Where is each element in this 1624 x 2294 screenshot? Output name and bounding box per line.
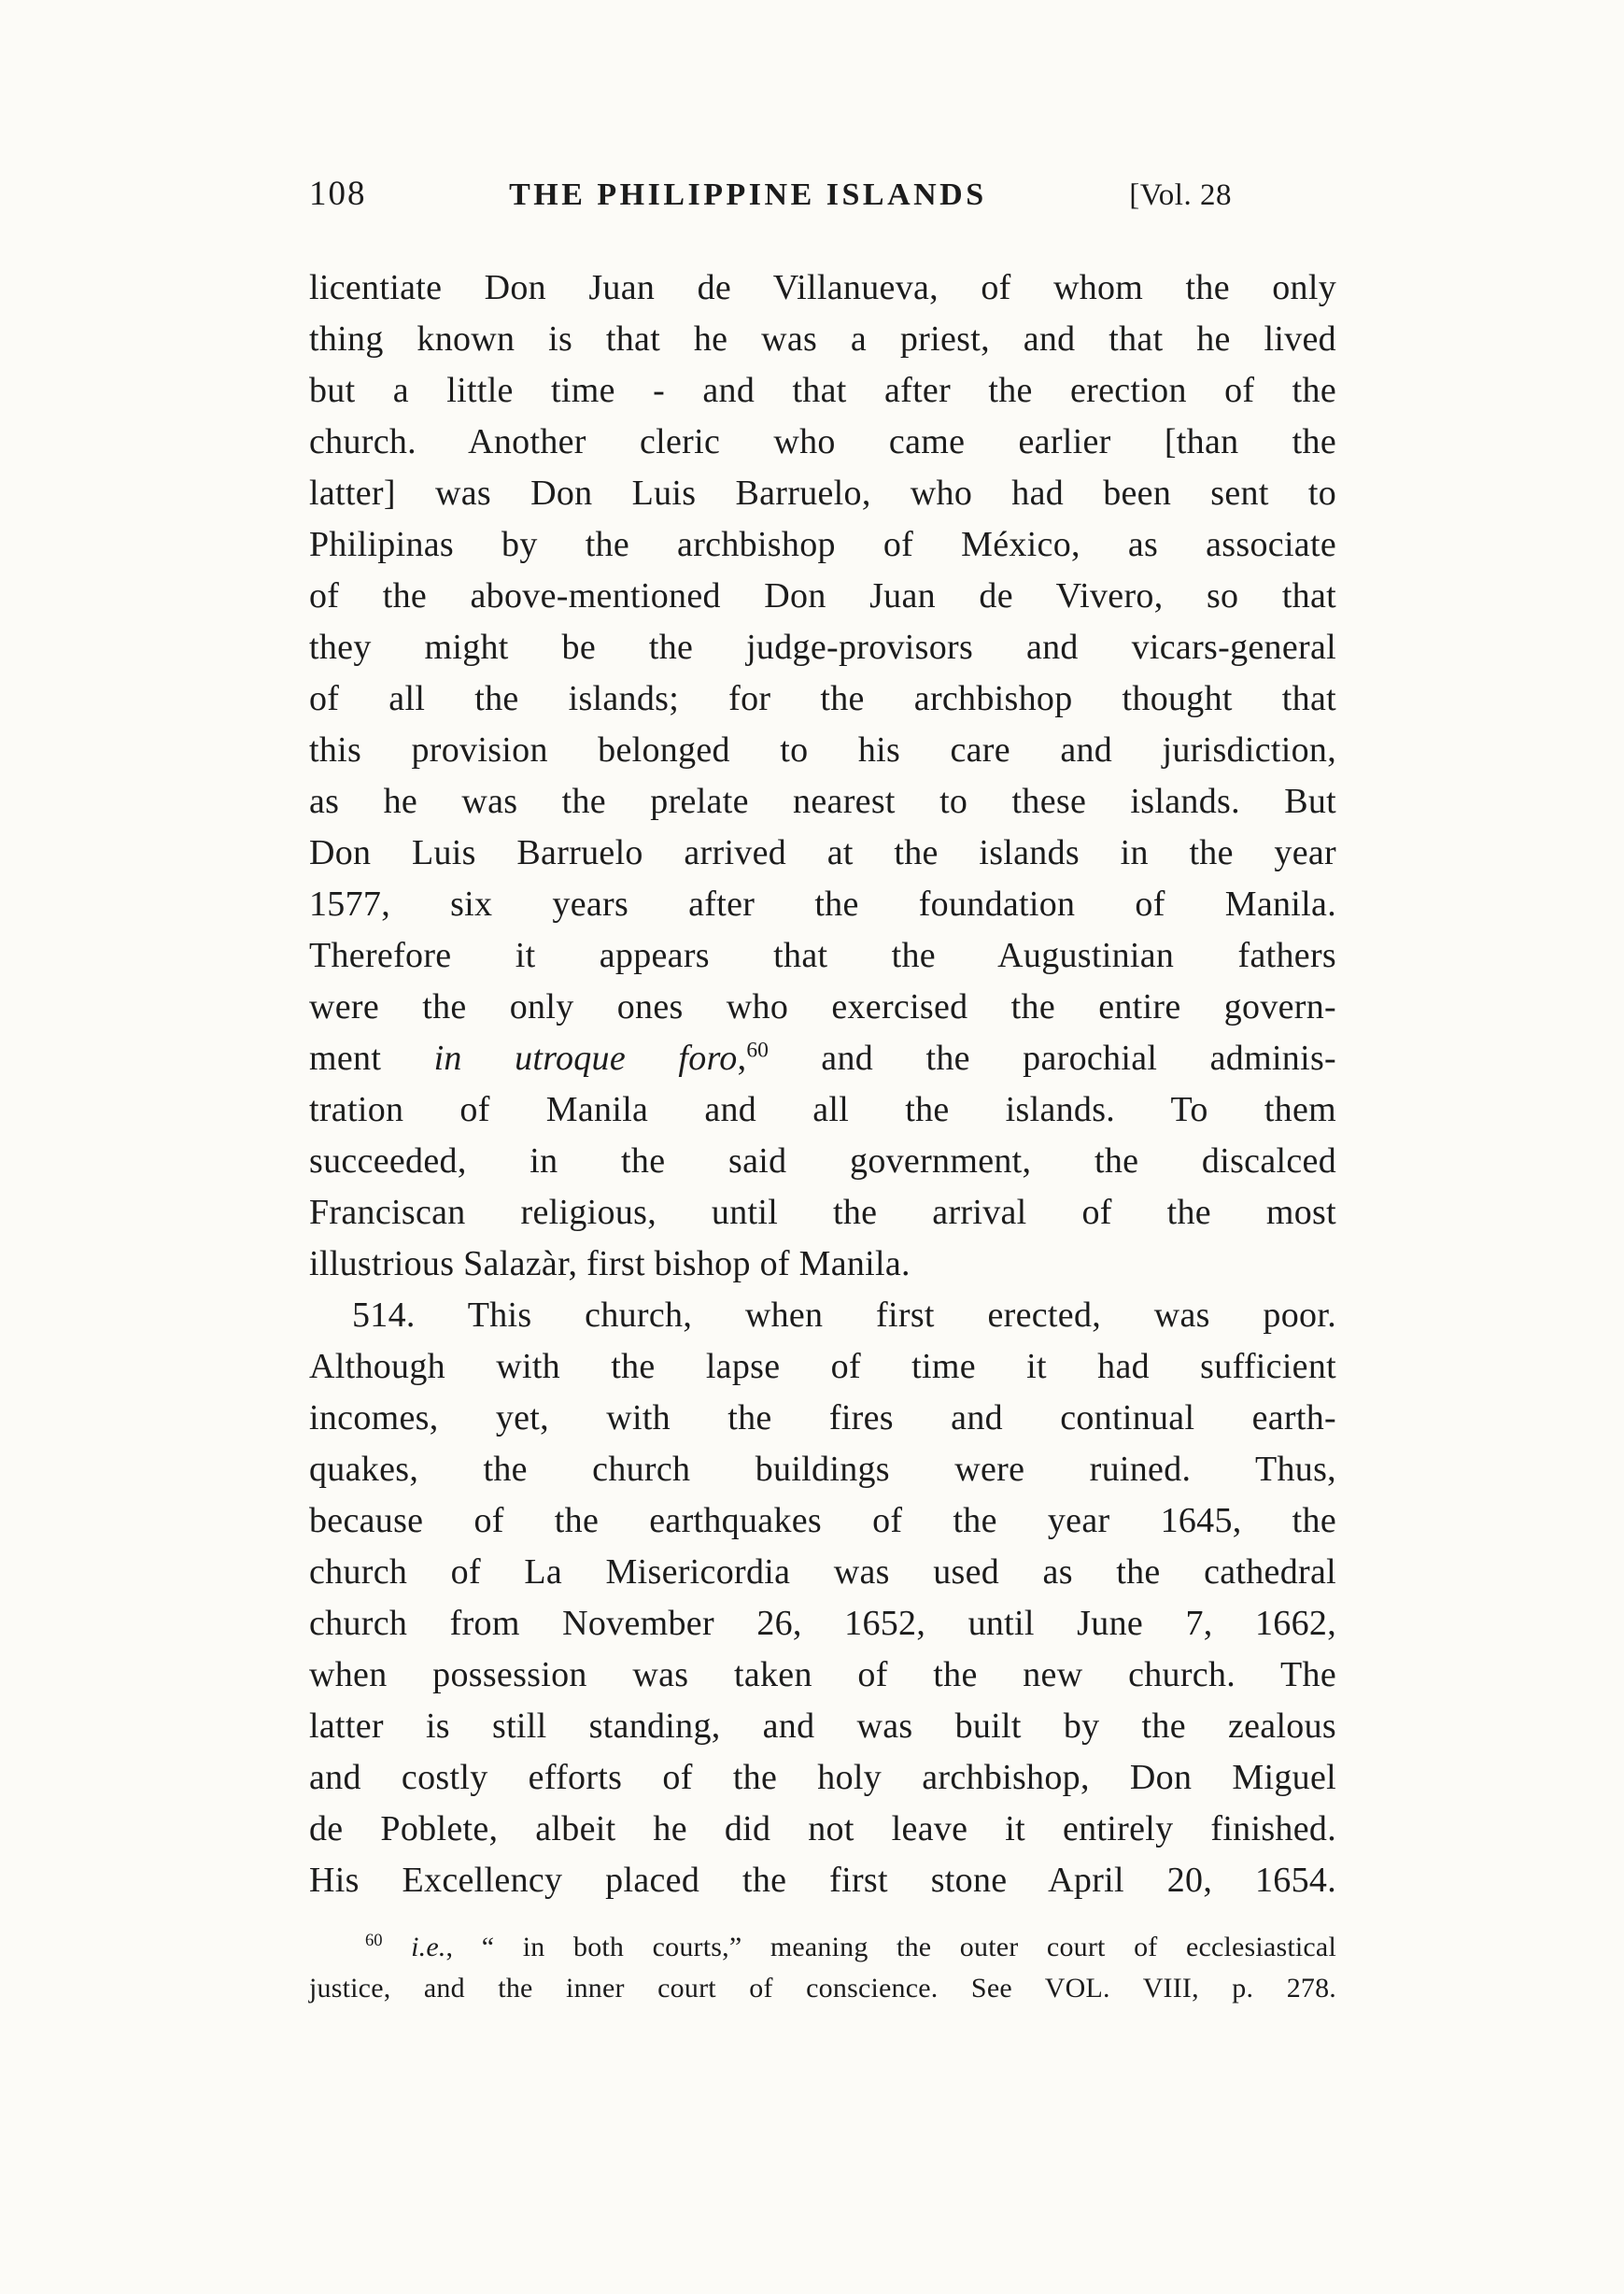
text-line: this provision belonged to his care and jurisdiction, [309, 730, 1336, 770]
paragraph-continuation [309, 262, 1336, 1290]
text-line: justice, and the inner court of conscience. See VOL. VIII, p. 278. [309, 1973, 1336, 2004]
text-line: and costly efforts of the holy archbishop, Don Miguel [309, 1758, 1336, 1797]
running-title: THE PHILIPPINE ISLANDS [509, 177, 987, 212]
text-line: incomes, yet, with the fires and continual earth- [309, 1398, 1336, 1437]
text-line: of the above-mentioned Don Juan de Vivero, so that [309, 576, 1336, 616]
text-line: they might be the judge-provisors and vicars-general [309, 628, 1336, 667]
volume-label: [Vol. 28 [1129, 178, 1232, 212]
text-line: de Poblete, albeit he did not leave it entirely finished. [309, 1809, 1336, 1848]
footnote [309, 1927, 1336, 2009]
page-header [309, 174, 1336, 214]
text-line: latter] was Don Luis Barruelo, who had been sent to [309, 474, 1336, 513]
text-line: Although with the lapse of time it had sufficient [309, 1347, 1336, 1386]
text-line: of all the islands; for the archbishop thought that [309, 679, 1336, 718]
text-line: Philipinas by the archbishop of México, as associate [309, 525, 1336, 564]
text-line: latter is still standing, and was built by the zealous [309, 1706, 1336, 1746]
text-line: $^{60}$ i.e., “ in both courts,” meaning the outer court of ecclesiastical [365, 1931, 1336, 1962]
paragraph-section-514 [309, 1290, 1336, 1906]
text-line: church of La Misericordia was used as the cathedral [309, 1552, 1336, 1592]
page-number: 108 [309, 175, 367, 213]
text-line: ment in utroque foro,$^{60}$ and the parochial adminis- [309, 1038, 1337, 1078]
text-line: church from November 26, 1652, until June 7, 1662, [309, 1604, 1336, 1643]
text-line: Don Luis Barruelo arrived at the islands in the year [309, 833, 1336, 872]
text-line: church. Another cleric who came earlier [than the [309, 422, 1336, 461]
text-line: illustrious Salazàr, first bishop of Manila. [309, 1244, 911, 1283]
text-line: licentiate Don Juan de Villanueva, of whom the only [309, 268, 1336, 307]
text-line: succeeded, in the said government, the discalced [309, 1141, 1336, 1181]
text-line: because of the earthquakes of the year 1645, the [309, 1501, 1336, 1540]
body-text [309, 262, 1336, 1906]
text-line: 514. This church, when first erected, was poor. [352, 1296, 1336, 1335]
text-line: as he was the prelate nearest to these islands. But [309, 782, 1336, 821]
text-line: were the only ones who exercised the entire govern- [309, 987, 1336, 1027]
text-line: thing known is that he was a priest, and that he lived [309, 319, 1336, 359]
text-line: but a little time - and that after the erection of the [309, 371, 1336, 410]
text-line: Franciscan religious, until the arrival of the most [309, 1193, 1336, 1232]
text-line: Therefore it appears that the Augustinian fathers [309, 936, 1336, 975]
page-content [309, 174, 1336, 2009]
text-line: tration of Manila and all the islands. To them [309, 1090, 1336, 1129]
text-line: quakes, the church buildings were ruined. Thus, [309, 1450, 1336, 1489]
text-line: His Excellency placed the first stone April 20, 1654. [309, 1861, 1336, 1900]
text-line: when possession was taken of the new church. The [309, 1655, 1336, 1694]
text-line: 1577, six years after the foundation of Manila. [309, 885, 1336, 924]
